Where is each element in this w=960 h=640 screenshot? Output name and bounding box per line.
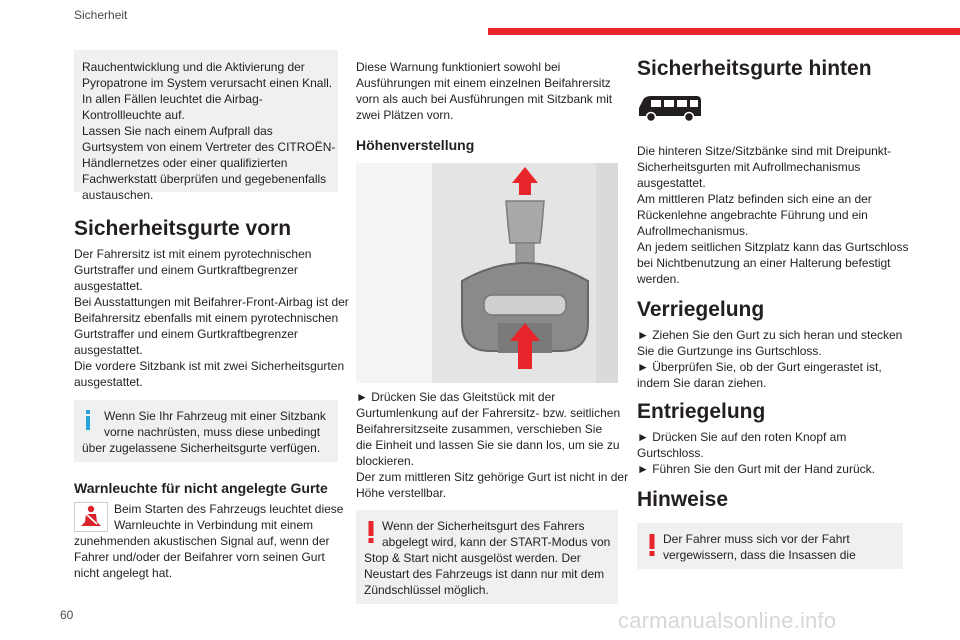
paragraph-line: nicht angelegt hat.: [74, 566, 173, 580]
warning-line: vergewissern, dass die Insassen die: [663, 548, 856, 562]
paragraph-line: Warnleuchte in Verbindung mit einem: [114, 518, 313, 532]
paragraph-line: Beim Starten des Fahrzeugs leuchtet diese: [114, 502, 344, 516]
heading-height-adjustment: Höhenverstellung: [356, 137, 475, 153]
warning-exclamation-icon: [368, 521, 374, 543]
paragraph-line: Beifahrersitzseite zusammen, verschieben Sie: [356, 422, 603, 436]
note-line: Rauchentwicklung und die Aktivierung der: [82, 60, 305, 74]
heading-locking: Verriegelung: [637, 298, 765, 321]
heading-front-belts: Sicherheitsgurte vorn: [74, 217, 292, 240]
paragraph-line: ausgestattet.: [637, 176, 706, 190]
paragraph-line: Die vordere Sitzbank ist mit zwei Sicherheitsgurten: [74, 359, 345, 373]
note-line: Gurtsystem von einem Vertreter des CITROËN-: [82, 140, 336, 154]
column-right: [637, 56, 909, 569]
paragraph-line: Gurtschloss.: [637, 446, 704, 460]
paragraph-line: ► Überprüfen Sie, ob der Gurt eingerastet ist,: [637, 360, 882, 374]
note-line: In allen Fällen leuchtet die Airbag-: [82, 92, 263, 106]
info-icon: [84, 410, 92, 430]
note-line: Fachwerkstatt überprüfen und gegebenenfalls: [82, 172, 327, 186]
watermark: carmanualsonline.info: [618, 608, 837, 633]
page-number: 60: [60, 608, 74, 622]
info-line: über zugelassene Sicherheitsgurte verfügen.: [82, 441, 321, 455]
warning-line: Der Fahrer muss sich vor der Fahrt: [663, 532, 850, 546]
seatbelt-warning-icon: [74, 502, 108, 532]
warning-line: Stop & Start nicht ausgelöst werden. Der: [364, 551, 581, 565]
height-adjust-steps: [356, 389, 629, 501]
paragraph-line: ausgestattet.: [74, 279, 143, 293]
paragraph-line: bei Nichtbenutzung an einer Halterung befestigt: [637, 256, 891, 270]
note-line: Kontrollleuchte auf.: [82, 108, 185, 122]
note-line: Lassen Sie nach einem Aufprall das: [82, 124, 273, 138]
warning-line: Zündschlüssel möglich.: [364, 583, 489, 597]
locking-text: [637, 327, 903, 391]
column-left: [74, 50, 349, 581]
paragraph-line: Sicherheitsgurten mit Aufrollmechanismus: [637, 160, 861, 174]
warning-scope-text: [356, 59, 618, 123]
paragraph-line: Gurtumlenkung auf der Fahrersitz- bzw. seitlichen: [356, 406, 621, 420]
paragraph-line: zwei Plätzen vorn.: [356, 108, 454, 122]
paragraph-line: Ausführungen mit einem einzelnen Beifahrersitz: [356, 76, 611, 90]
column-middle: [356, 59, 629, 604]
paragraph-line: ► Drücken Sie auf den roten Knopf am: [637, 430, 847, 444]
paragraph-line: An jedem seitlichen Sitzplatz kann das Gurtschloss: [637, 240, 909, 254]
paragraph-line: Gurtstraffer und einem Gurtkraftbegrenzer: [74, 327, 298, 341]
heading-unlocking: Entriegelung: [637, 400, 766, 423]
airbag-note-box: [74, 50, 338, 202]
warning-line: Neustart des Fahrzeugs ist dann nur mit dem: [364, 567, 605, 581]
paragraph-line: Diese Warnung funktioniert sowohl bei: [356, 60, 561, 74]
paragraph-line: ► Ziehen Sie den Gurt zu sich heran und stecken: [637, 328, 903, 342]
paragraph-line: Höhe verstellbar.: [356, 486, 447, 500]
note-line: Pyropatrone im System verursacht einen Knall.: [82, 76, 333, 90]
front-belts-text: [74, 246, 349, 390]
paragraph-line: Beifahrersitz ebenfalls mit einem pyrotechnischen: [74, 311, 339, 325]
paragraph-line: werden.: [637, 272, 680, 286]
seatbelt-warning-text: [74, 501, 344, 581]
warning-box: [356, 510, 618, 604]
unlocking-text: [637, 429, 903, 477]
paragraph-line: die Einheit und lassen Sie sie dann los, um sie zu: [356, 438, 620, 452]
warning-line: Wenn der Sicherheitsgurt des Fahrers: [382, 519, 585, 533]
paragraph-line: indem Sie daran ziehen.: [637, 376, 767, 390]
paragraph-line: Gurtstraffer und einem Gurtkraftbegrenzer: [74, 263, 298, 277]
note-line: austauschen.: [82, 188, 154, 202]
paragraph-line: ausgestattet.: [74, 343, 143, 357]
info-line: Wenn Sie Ihr Fahrzeug mit einer Sitzbank: [104, 409, 326, 423]
paragraph-line: ► Führen Sie den Gurt mit der Hand zurück.: [637, 462, 875, 476]
info-line: vorne nachrüsten, muss diese unbedingt: [104, 425, 321, 439]
paragraph-line: Bei Ausstattungen mit Beifahrer-Front-Airbag ist der: [74, 295, 349, 309]
height-adjust-illustration: [356, 163, 618, 383]
paragraph-line: zunehmenden akustischen Signal auf, wenn der: [74, 534, 330, 548]
heading-rear-belts: Sicherheitsgurte hinten: [637, 57, 872, 80]
note-line: Händlernetzes oder einer qualifizierten: [82, 156, 288, 170]
paragraph-line: ausgestattet.: [74, 375, 143, 389]
paragraph-line: Die hinteren Sitze/Sitzbänke sind mit Dreipunkt-: [637, 144, 892, 158]
heading-notes: Hinweise: [637, 488, 729, 511]
section-label: Sicherheit: [74, 8, 128, 22]
paragraph-line: Aufrollmechanismus.: [637, 224, 749, 238]
belt-guide-drawing: [356, 163, 618, 383]
paragraph-line: Fahrer und/oder der Beifahrer vorn seinen Gurt: [74, 550, 325, 564]
paragraph-line: ► Drücken Sie das Gleitstück mit der: [356, 390, 556, 404]
paragraph-line: blockieren.: [356, 454, 415, 468]
paragraph-line: Am mittleren Platz befinden sich eine an der: [637, 192, 872, 206]
paragraph-line: vorn als auch bei Ausführungen mit Sitzbank mit: [356, 92, 613, 106]
paragraph-line: Sie die Gurtzunge ins Gurtschloss.: [637, 344, 822, 358]
paragraph-line: Der zum mittleren Sitz gehörige Gurt ist nicht in der: [356, 470, 629, 484]
notes-warning-box: [637, 523, 903, 569]
heading-seatbelt-warning: Warnleuchte für nicht angelegte Gurte: [74, 480, 328, 496]
paragraph-line: Rückenlehne angebrachte Führung und ein: [637, 208, 868, 222]
warning-line: abgelegt wird, kann der START-Modus von: [382, 535, 611, 549]
van-icon: [637, 94, 703, 124]
paragraph-line: Der Fahrersitz ist mit einem pyrotechnischen: [74, 247, 312, 261]
warning-exclamation-icon: [649, 534, 655, 556]
section-accent-bar: [488, 28, 960, 35]
rear-belts-text: [637, 143, 909, 287]
info-box: [74, 400, 338, 462]
